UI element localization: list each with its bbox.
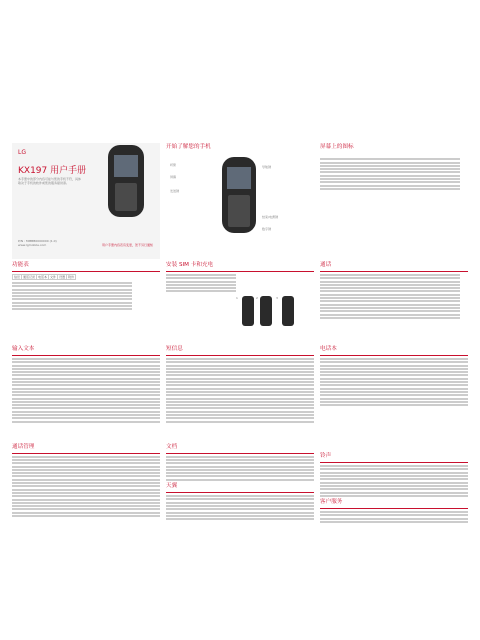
icon-table-lines	[320, 158, 468, 190]
callout-send-key: 发送键	[170, 189, 180, 193]
cover-footer: 用户手册内容若有变更，恕不另行通知	[102, 243, 154, 247]
calls-section	[320, 261, 468, 320]
call-mgmt-heading: 通话管理	[12, 443, 35, 450]
call-mgmt-lines	[12, 456, 160, 517]
sms-lines	[166, 358, 314, 423]
menu-col-1: 通话记录	[23, 275, 36, 279]
step-3: 3	[276, 296, 278, 301]
customer-lines	[320, 511, 468, 523]
icon-table	[320, 157, 468, 191]
callout-end-key: 结束/电源键	[262, 215, 279, 219]
menu-heading: 功能表	[12, 262, 29, 268]
menu-col-5: 附件	[68, 275, 75, 279]
install-lines	[166, 274, 236, 292]
menu-col-2: 电话本	[38, 275, 48, 279]
phone-keypad	[115, 183, 137, 211]
menu-table	[12, 274, 76, 280]
callout-earpiece: 听筒	[170, 163, 177, 167]
phonebook-heading: 电话本	[320, 346, 337, 352]
phone-illustration	[108, 145, 144, 217]
ringtones-lines	[320, 465, 468, 497]
ringtones-heading: 铃声	[320, 453, 332, 460]
install-heading: 安装 SIM 卡和充电	[166, 262, 214, 268]
callout-nav-keys: 导航键	[262, 165, 272, 169]
tools-lines	[166, 495, 314, 520]
phone-screen	[114, 155, 138, 177]
install-steps	[166, 296, 314, 336]
menu-lines	[12, 282, 132, 310]
menu-col-3: 文件	[50, 275, 57, 279]
install-section	[166, 261, 314, 336]
menu-col-4: 设置	[59, 275, 66, 279]
callout-numeric: 数字键	[262, 227, 272, 231]
step-phone-3	[282, 296, 294, 326]
step-phone-2	[260, 296, 272, 326]
phonebook-lines	[320, 358, 468, 406]
callout-screen: 屏幕	[170, 175, 177, 179]
tools-heading: 天翼	[166, 483, 178, 490]
get-to-know-heading: 开始了解您的手机	[166, 144, 211, 150]
cover-title: KX197 用户手册	[18, 166, 87, 176]
phone-diagram	[222, 157, 256, 233]
manual-lower-sheet	[12, 345, 468, 635]
files-lines	[166, 456, 314, 481]
step-2: 2	[256, 296, 258, 301]
calls-heading: 通话	[320, 262, 332, 268]
lower-col-3	[320, 345, 468, 524]
calls-lines	[320, 274, 460, 319]
text-input-lines	[12, 358, 160, 423]
step-phone-1	[242, 296, 254, 326]
menu-col-0: 信息	[14, 275, 21, 279]
step-1: 1	[236, 296, 238, 301]
phone-diagram-screen	[227, 167, 251, 189]
screen-icons-heading: 屏幕上的图标	[320, 144, 354, 150]
model-line: P/N : MMBB0000000 (1.0)	[18, 239, 57, 243]
phone-diagram-keypad	[228, 195, 250, 227]
lg-logo: LG	[18, 149, 26, 156]
sms-heading: 短信息	[166, 346, 183, 352]
lower-col-2	[166, 345, 314, 521]
customer-heading: 客户服务	[320, 499, 343, 506]
site-line: www.lgmobile.com	[18, 243, 47, 247]
menu-section	[12, 261, 160, 312]
text-input-heading: 输入文本	[12, 346, 35, 352]
lower-col-1	[12, 345, 160, 518]
files-heading: 文档	[166, 443, 178, 450]
cover-subtitle: 本手册中的部分内容可能与您的手机不符，具体取决于手机的软件或您的服务提供商。	[18, 177, 82, 185]
